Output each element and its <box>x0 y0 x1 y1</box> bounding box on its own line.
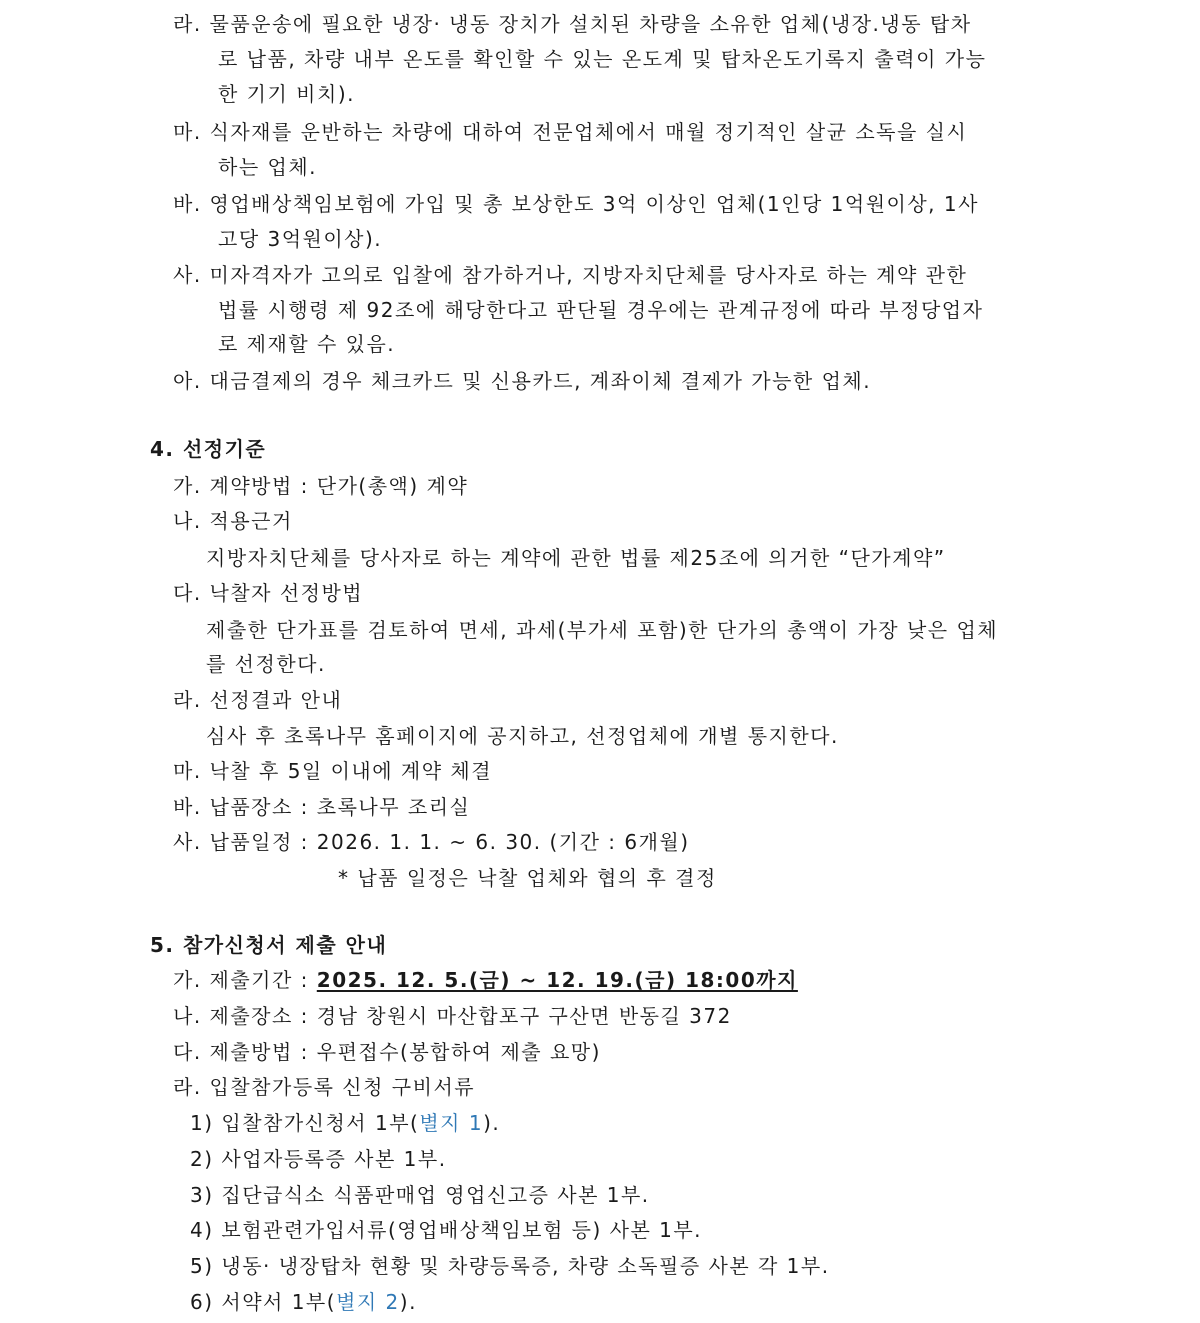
item-ma-line1: 마. 식자재를 운반하는 차량에 대하여 전문업체에서 매월 정기적인 살균 소독을 실시 <box>173 120 968 144</box>
item-ra-line2: 로 납품, 차량 내부 온도를 확인할 수 있는 온도계 및 탑차온도기록지 출력이 가능 <box>218 47 987 71</box>
appendix-2-link[interactable]: 별지 2 <box>336 1290 400 1314</box>
doc-item-text: 6) 서약서 1부( <box>190 1290 337 1314</box>
delivery-place: 바. 납품장소 : 초록나무 조리실 <box>173 795 471 819</box>
legal-basis-text: 지방자치단체를 당사자로 하는 계약에 관한 법률 제25조에 의거한 “단가계약” <box>206 546 946 570</box>
section5-title: 5. 참가신청서 제출 안내 <box>150 933 388 957</box>
result-notice-text: 심사 후 초록나무 홈페이지에 공지하고, 선정업체에 개별 통지한다. <box>206 724 839 748</box>
doc-item-1 <box>190 1110 500 1136</box>
result-notice-label: 라. 선정결과 안내 <box>173 688 343 712</box>
item-sa-line1: 사. 미자격자가 고의로 입찰에 참가하거나, 지방자치단체를 당사자로 하는 계약 관한 <box>173 263 968 287</box>
submission-place: 나. 제출장소 : 경남 창원시 마산합포구 구산면 반동길 372 <box>173 1004 732 1028</box>
legal-basis-label: 나. 적용근거 <box>173 509 293 533</box>
delivery-schedule: 사. 납품일정 : 2026. 1. 1. ~ 6. 30. (기간 : 6개월) <box>173 830 690 854</box>
delivery-schedule-note: * 납품 일정은 낙찰 업체와 협의 후 결정 <box>338 866 717 890</box>
contract-method: 가. 계약방법 : 단가(총액) 계약 <box>173 474 469 498</box>
submission-period-value: 2025. 12. 5.(금) ~ 12. 19.(금) 18:00까지 <box>316 968 798 992</box>
submission-method: 다. 제출방법 : 우편접수(봉합하여 제출 요망) <box>173 1040 601 1064</box>
selection-method-label: 다. 낙찰자 선정방법 <box>173 581 364 605</box>
doc-item-tail: ). <box>483 1111 501 1135</box>
appendix-1-link[interactable]: 별지 1 <box>419 1111 484 1135</box>
item-ra-line3: 한 기기 비치). <box>218 82 355 106</box>
submission-period-label: 가. 제출기간 : <box>173 968 317 992</box>
item-sa-line2: 법률 시행령 제 92조에 해당한다고 판단될 경우에는 관계규정에 따라 부정당업자 <box>218 298 984 322</box>
item-sa-line3: 로 제재할 수 있음. <box>218 332 396 356</box>
doc-item-tail: ). <box>399 1290 417 1314</box>
doc-item-6 <box>190 1289 417 1315</box>
doc-item-text: 1) 입찰참가신청서 1부( <box>190 1111 420 1135</box>
doc-item-3: 3) 집단급식소 식품판매업 영업신고증 사본 1부. <box>190 1183 650 1207</box>
doc-item-4: 4) 보험관련가입서류(영업배상책임보험 등) 사본 1부. <box>190 1218 703 1242</box>
required-docs-title: 라. 입찰참가등록 신청 구비서류 <box>173 1075 476 1099</box>
item-a-line1: 아. 대금결제의 경우 체크카드 및 신용카드, 계좌이체 결제가 가능한 업체. <box>173 369 872 393</box>
contract-signing: 마. 낙찰 후 5일 이내에 계약 체결 <box>173 759 493 783</box>
submission-period <box>173 967 798 993</box>
item-ba-line2: 고당 3억원이상). <box>218 227 383 251</box>
doc-item-5: 5) 냉동· 냉장탑차 현황 및 차량등록증, 차량 소독필증 사본 각 1부. <box>190 1254 830 1278</box>
item-ba-line1: 바. 영업배상책임보험에 가입 및 총 보상한도 3억 이상인 업체(1인당 1억원이상, 1사 <box>173 192 979 216</box>
doc-item-2: 2) 사업자등록증 사본 1부. <box>190 1147 447 1171</box>
section4-title: 4. 선정기준 <box>150 437 267 461</box>
item-ra-line1: 라. 물품운송에 필요한 냉장· 냉동 장치가 설치된 차량을 소유한 업체(냉장.냉동 탑차 <box>173 12 972 36</box>
item-ma-line2: 하는 업체. <box>218 155 317 179</box>
selection-method-text2: 를 선정한다. <box>206 652 326 676</box>
selection-method-text1: 제출한 단가표를 검토하여 면세, 과세(부가세 포함)한 단가의 총액이 가장 낮은 업체 <box>206 618 999 642</box>
